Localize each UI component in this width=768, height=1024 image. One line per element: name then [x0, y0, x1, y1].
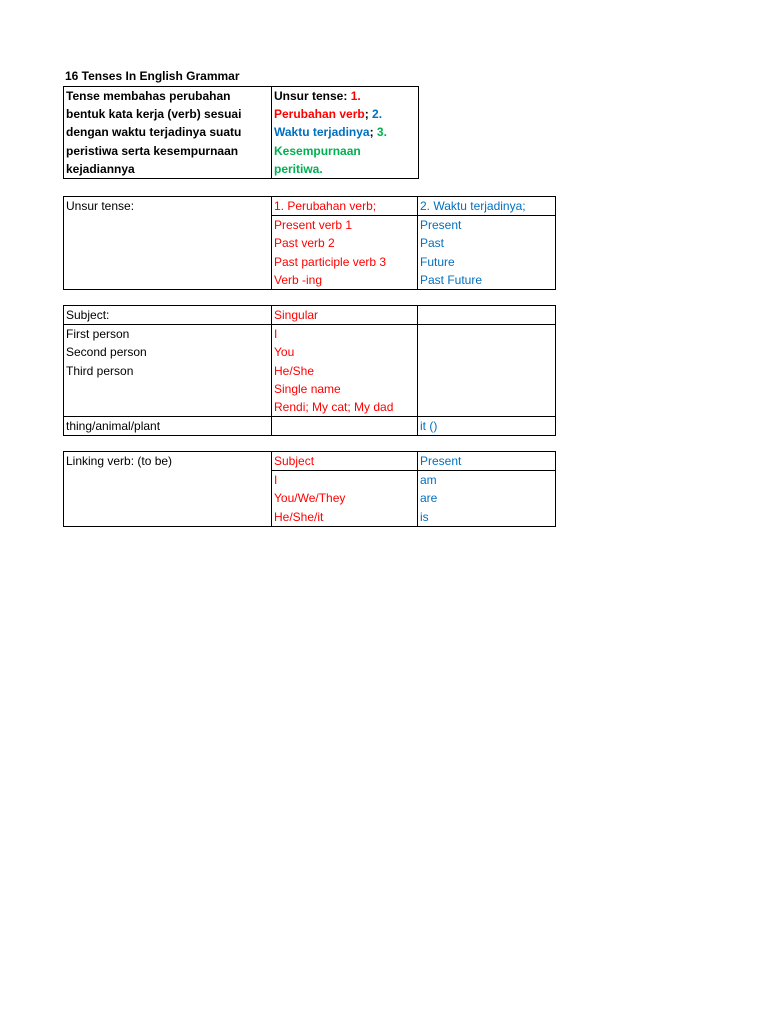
intro-table — [63, 86, 419, 179]
present-header: Present — [418, 452, 556, 471]
definition-line: kejadiannya — [66, 161, 135, 176]
time-form: Present — [418, 216, 556, 235]
person-label — [64, 398, 272, 417]
separator: ; — [364, 107, 369, 122]
verb-form: Verb -ing — [272, 271, 418, 290]
singular-value: He/She — [272, 362, 418, 380]
unsur-3-text: Kesempurnaan — [274, 143, 361, 158]
verb-form: Present verb 1 — [272, 216, 418, 235]
subject-label: Subject: — [64, 306, 272, 325]
subject-header: Subject — [272, 452, 418, 471]
document-title: 16 Tenses In English Grammar — [65, 69, 240, 83]
singular-value: I — [272, 325, 418, 344]
person-label: Second person — [64, 343, 272, 361]
subject-table — [63, 305, 556, 436]
singular-value: Single name — [272, 380, 418, 398]
to-be-form: am — [418, 471, 556, 490]
empty-cell — [418, 325, 556, 417]
definition-line: Tense membahas perubahan — [66, 89, 231, 103]
thing-label: thing/animal/plant — [64, 417, 272, 436]
verb-change-header: 1. Perubahan verb; — [272, 197, 418, 216]
person-label: First person — [64, 325, 272, 344]
singular-value: You — [272, 343, 418, 361]
empty-cell — [272, 417, 418, 436]
definition-line: peristiwa serta kesempurnaan — [66, 143, 239, 158]
unsur-3-number: 3. — [373, 125, 387, 140]
unsur-label: Unsur tense: — [274, 89, 351, 103]
definition-line: bentuk kata kerja (verb) sesuai — [66, 107, 242, 122]
unsur-1-number: 1. — [350, 89, 361, 103]
linking-verb-table — [63, 451, 556, 527]
unsur-tense-table — [63, 196, 556, 290]
time-form: Past Future — [418, 271, 556, 290]
linking-subject: I — [272, 471, 418, 490]
to-be-form: are — [418, 489, 556, 507]
time-form: Future — [418, 253, 556, 271]
linking-subject: He/She/it — [272, 508, 418, 527]
definition-line: dengan waktu terjadinya suatu — [66, 125, 242, 140]
linking-verb-label: Linking verb: (to be) — [64, 452, 272, 527]
verb-form: Past verb 2 — [272, 234, 418, 252]
unsur-2-number: 2. — [368, 107, 383, 122]
singular-header: Singular — [272, 306, 418, 325]
unsur-2-text: Waktu terjadinya — [274, 125, 370, 140]
time-form: Past — [418, 234, 556, 252]
verb-form: Past participle verb 3 — [272, 253, 418, 271]
unsur-summary-cell — [272, 87, 419, 179]
it-value: it () — [418, 417, 556, 436]
unsur-3-text-cont: peritiwa. — [274, 161, 323, 176]
person-label: Third person — [64, 362, 272, 380]
to-be-form: is — [418, 508, 556, 527]
linking-subject: You/We/They — [272, 489, 418, 507]
time-header: 2. Waktu terjadinya; — [418, 197, 556, 216]
tense-definition-cell — [64, 87, 272, 179]
separator: ; — [369, 125, 374, 140]
singular-value: Rendi; My cat; My dad — [272, 398, 418, 417]
person-label — [64, 380, 272, 398]
unsur-1-text: Perubahan verb — [274, 107, 365, 122]
unsur-tense-label: Unsur tense: — [64, 197, 272, 290]
empty-header — [418, 306, 556, 325]
